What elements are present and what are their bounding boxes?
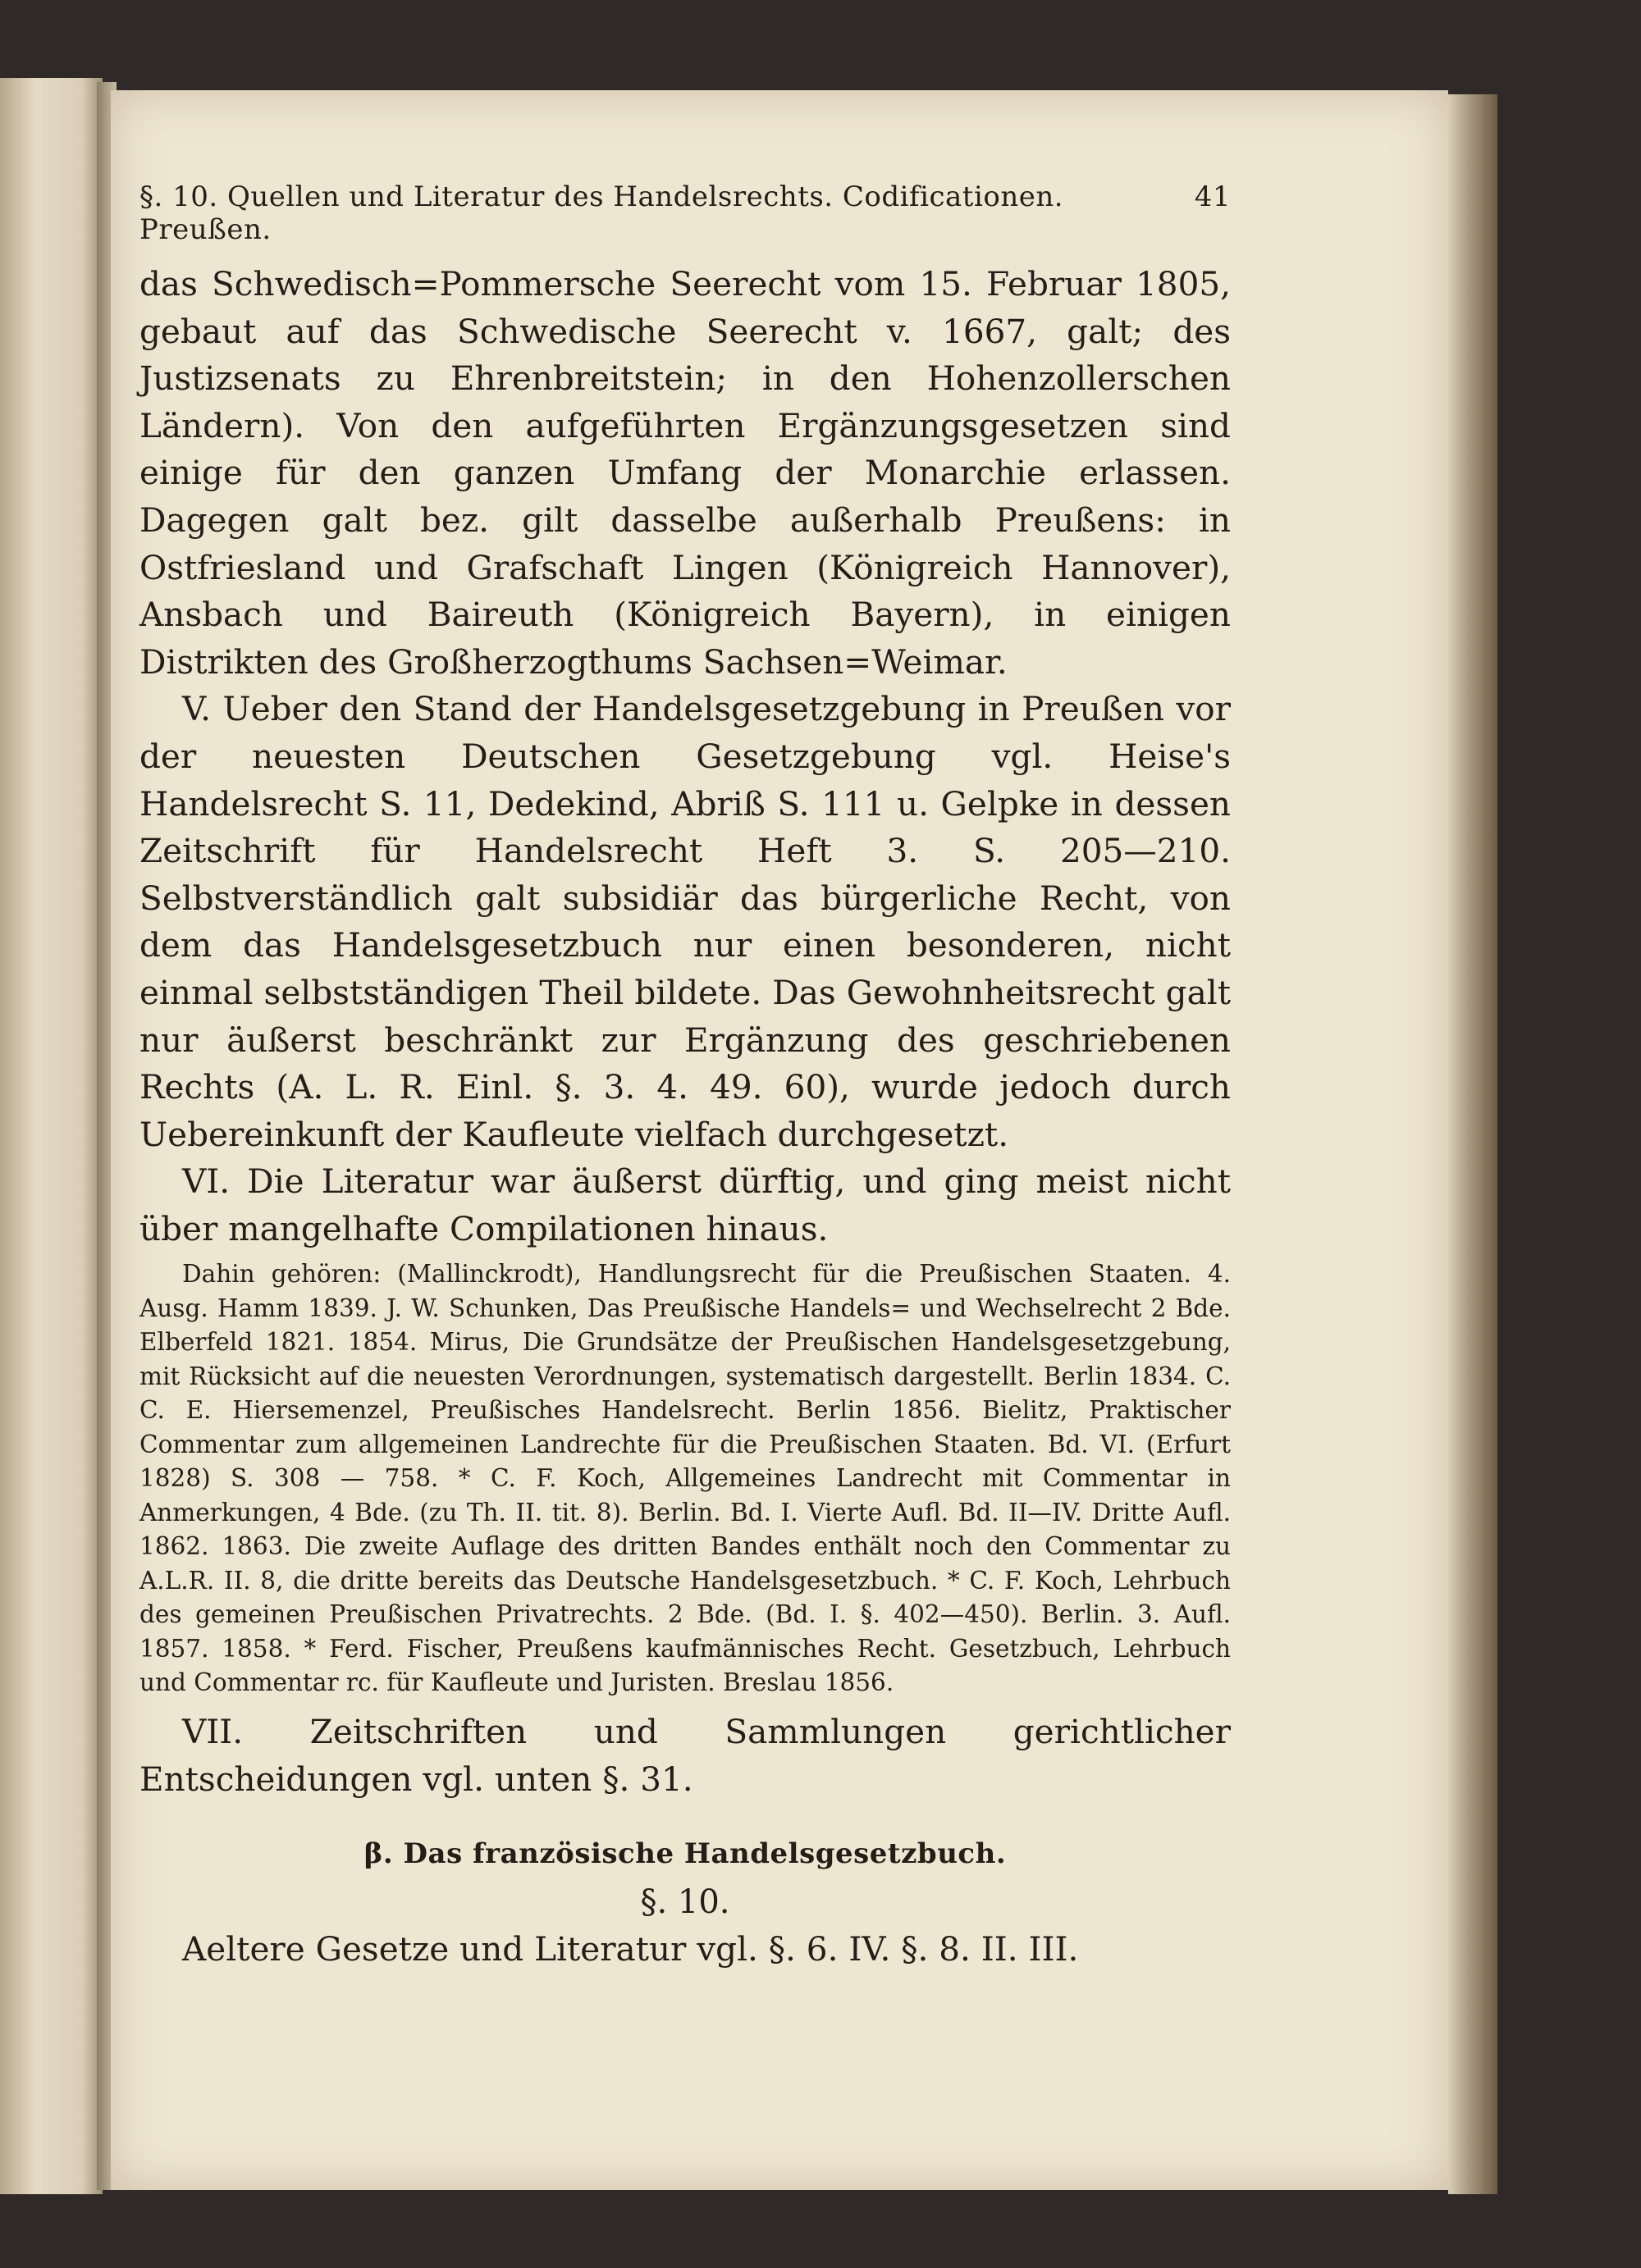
page-content xyxy=(139,180,1231,1974)
left-page-edge xyxy=(0,78,103,2194)
running-head-title: §. 10. Quellen und Literatur des Handelsrechts. Codificationen. Preußen. xyxy=(139,180,1064,246)
section-number: §. 10. xyxy=(640,1883,730,1922)
literature-note: Dahin gehören: (Mallinckrodt), Handlungsrecht für die Preußischen Staaten. 4. Ausg. Hamm 1839. J. W. Schunken, Das Preußische Handels= und Wechselrecht 2 Bde. Elberfeld 1821. 1854. Mirus, Die Grundsätze der Preußischen Handelsgesetzgebung, mit Rücksicht auf die neuesten Verordnungen, systematisch dargestellt. Berlin 1834. C. C. E. Hiersemenzel, Preußisches Handelsrecht. Berlin 1856. Bielitz, Praktischer Commentar zum allgemeinen Landrechte für die Preußischen Staaten. Bd. VI. (Erfurt 1828) S. 308 — 758. * C. F. Koch, Allgemeines Landrecht mit Commentar in Anmerkungen, 4 Bde. (zu Th. II. tit. 8). Berlin. Bd. I. Vierte Aufl. Bd. II—IV. Dritte Aufl. 1862. 1863. Die zweite Auflage des dritten Bandes enthält noch den Commentar zu A.L.R. II. 8, die dritte bereits das Deutsche Handelsgesetzbuch. * C. F. Koch, Lehrbuch des gemeinen Preußischen Privatrechts. 2 Bde. (Bd. I. §. 402—450). Berlin. 3. Aufl. 1857. 1858. * Ferd. Fischer, Preußens kaufmännisches Recht. Gesetzbuch, Lehrbuch und Commentar rc. für Kaufleute und Juristen. Breslau 1856. xyxy=(139,1260,1231,1697)
page-number: 41 xyxy=(1194,180,1231,213)
paragraph-vi: VI. Die Literatur war äußerst dürftig, und ging meist nicht über mangelhafte Compilationen hinaus. xyxy=(139,1161,1231,1248)
closing-line: Aeltere Gesetze und Literatur vgl. §. 6. IV. §. 8. II. III. xyxy=(182,1929,1079,1969)
paragraph-vii: VII. Zeitschriften und Sammlungen gerichtlicher Entscheidungen vgl. unten §. 31. xyxy=(139,1711,1231,1799)
running-head xyxy=(139,180,1231,246)
book-cover-edge xyxy=(1448,94,1497,2194)
paragraph-continuation: das Schwedisch=Pommersche Seerecht vom 15. Februar 1805, gebaut auf das Schwedische Seerecht v. 1667, galt; des Justizsenats zu Ehrenbreitstein; in den Hohenzollerschen Ländern). Von den aufgeführten Ergänzungsgesetzen sind einige für den ganzen Umfang der Monarchie erlassen. Dagegen galt bez. gilt dasselbe außerhalb Preußens: in Ostfriesland und Grafschaft Lingen (Königreich Hannover), Ansbach und Baireuth (Königreich Bayern), in einigen Distrikten des Großherzogthums Sachsen=Weimar. xyxy=(139,264,1231,682)
paragraph-v: V. Ueber den Stand der Handelsgesetzgebung in Preußen vor der neuesten Deutschen Gesetzgebung vgl. Heise's Handelsrecht S. 11, Dedekind, Abriß S. 111 u. Gelpke in dessen Zeitschrift für Handelsrecht Heft 3. S. 205—210. Selbstverständlich galt subsidiär das bürgerliche Recht, von dem das Handelsgesetzbuch nur einen besonderen, nicht einmal selbstständigen Theil bildete. Das Gewohnheitsrecht galt nur äußerst beschränkt zur Ergänzung des geschriebenen Rechts (A. L. R. Einl. §. 3. 4. 49. 60), wurde jedoch durch Uebereinkunft der Kaufleute vielfach durchgesetzt. xyxy=(139,689,1231,1154)
section-title: β. Das französische Handelsgesetzbuch. xyxy=(363,1837,1007,1871)
